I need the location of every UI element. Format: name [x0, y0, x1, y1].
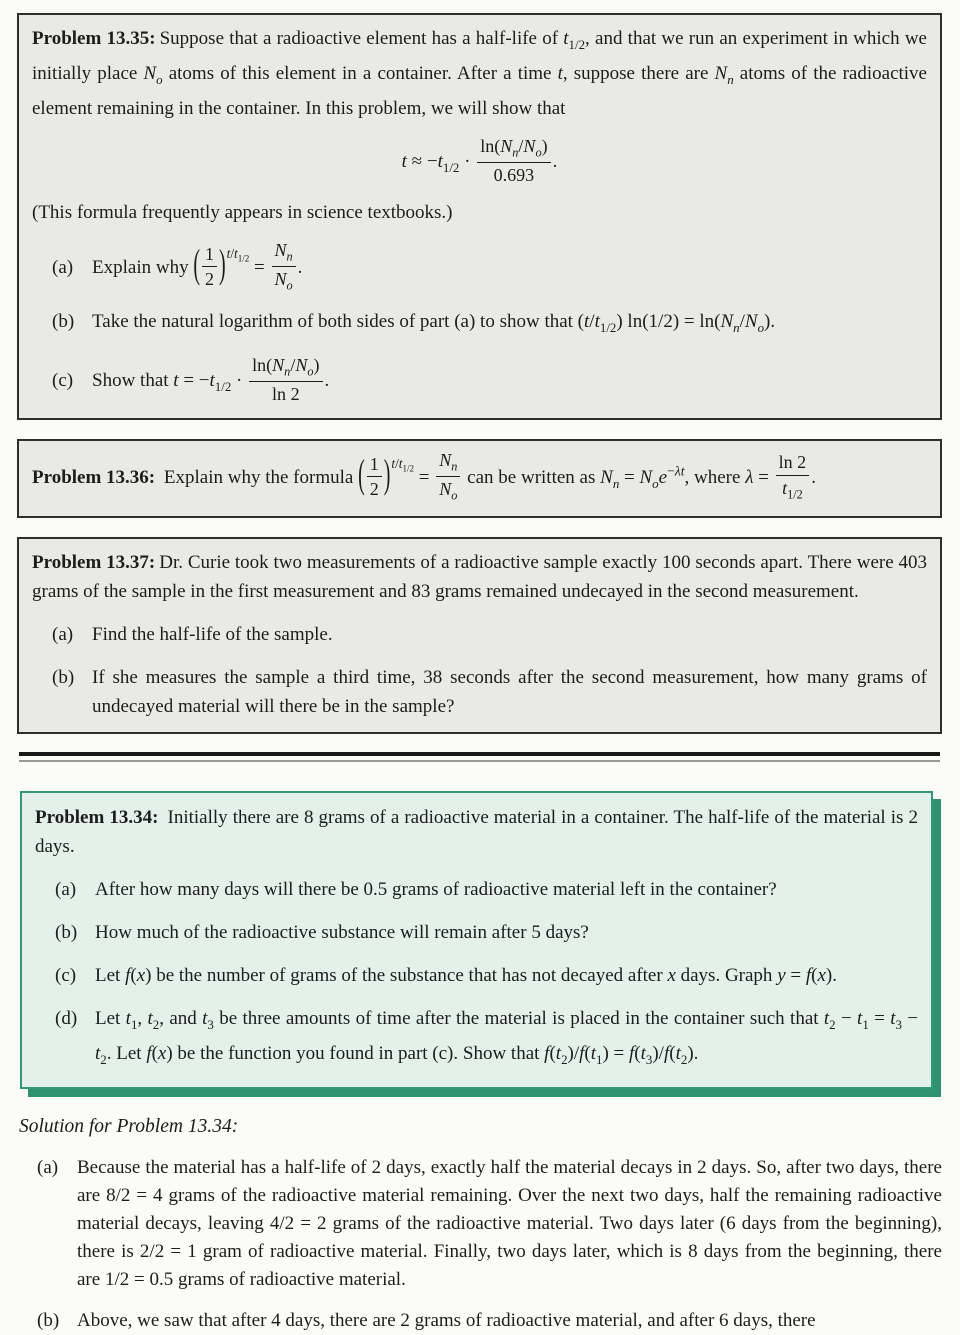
problem-13-35-part-a: [52, 241, 927, 296]
problem-13-34-part-a: [55, 875, 918, 904]
problem-13-37-part-b: [52, 663, 927, 721]
part-text: Because the material has a half-life of 2 days, exactly half the material decays in 2 days. So, after two days, there are 8/2 = 4 grams of the radioactive material remaining. Over the next two days, half the remaining radioactive material decays, leaving 4/2 = 2 grams of the radioactive material. Two days later (6 days from the beginning), there is 2/2 = 1 gram of radioactive material. Finally, two days later, which is 8 days from the beginning, there are 1/2 = 0.5 grams of radioactive material.: [77, 1156, 942, 1290]
close-paren: ): [218, 242, 226, 287]
problem-13-34-statement: Problem 13.34: Initially there are 8 grams of a radioactive material in a container. The half-life of the material is 2 days.: [35, 807, 918, 858]
ln-fraction: $\frac{\ln(N_n/N_o)}{\ln 2}$: [249, 354, 322, 406]
part-text: How much of the radioactive substance will remain after 5 days?: [95, 922, 589, 944]
problem-13-34-part-c: [55, 961, 918, 990]
problem-13-36-statement: Problem 13.36: Explain why the formula ( $\frac{1}{2}$ )$^{t/t_{1/2}}$ = $\frac{N_n}{N_o}$ can be written as $N_n = N_oe^{-\lambda t}$, where λ = $\frac{\ln 2}{t_{1/2}}$ .: [32, 450, 816, 503]
problem-13-36-box: [17, 439, 942, 518]
close-paren: ): [383, 452, 391, 497]
part-text: Show that $t = -t_{1/2}$ · $\frac{\ln(N_n/N_o)}{\ln 2}$ .: [92, 354, 330, 404]
lambda-fraction: $\frac{\ln 2}{t_{1/2}}$: [776, 451, 810, 503]
part-label: (a): [52, 256, 74, 278]
problem-13-35-display-formula: [32, 137, 927, 189]
problem-13-34-part-b: [55, 918, 918, 947]
part-label: (b): [52, 667, 75, 689]
part-text: If she measures the sample a third time, 38 seconds after the second measurement, how many grams of undecayed material will there be in the sample?: [92, 667, 927, 718]
nn-no-fraction: $\frac{N_n}{N_o}$: [272, 239, 296, 294]
one-half-fraction: $\frac{1}{2}$: [202, 243, 217, 291]
problem-13-35-intro: Suppose that a radioactive element has a half-life of $t_{1/2}$, and that we run an experiment in which we initially place $N_o$ atoms of this element in a container. After a time t, suppose there are $N_n$ atoms of the radioactive element remaining in the container. In this problem, we will show that: [32, 28, 927, 119]
part-label: (a): [37, 1156, 59, 1178]
one-half-fraction: $\frac{1}{2}$: [367, 453, 382, 501]
formula-lhs: $t \approx -t_{1/2}$ ·: [401, 150, 476, 175]
solution-part-a: [37, 1154, 942, 1294]
problem-13-34-part-d: [55, 1004, 918, 1074]
problem-13-37-statement: Problem 13.37: Dr. Curie took two measurements of a radioactive sample exactly 100 seconds apart. There were 403 grams of the sample in the first measurement and 83 grams remained undecayed in the second measurement.: [32, 552, 927, 603]
exponent: t/t1/2: [391, 455, 415, 474]
exponent: t/t1/2: [226, 245, 250, 264]
problem-13-35-note: (This formula frequently appears in science textbooks.): [32, 202, 453, 224]
problem-13-34-number: Problem 13.34:: [35, 807, 159, 829]
formula-period: .: [552, 150, 558, 172]
problem-13-35-box: [17, 13, 942, 420]
problem-13-35-number: Problem 13.35:: [32, 28, 156, 49]
problem-13-35-statement: [32, 24, 927, 123]
part-label: (c): [52, 369, 74, 391]
problem-13-37-box: [17, 537, 942, 734]
open-paren: (: [193, 242, 200, 287]
part-text: Take the natural logarithm of both sides of part (a) to show that $(t/t_{1/2}) \ln(1/2) = \ln(N_n/N_o)$.: [92, 311, 776, 335]
part-text: After how many days will there be 0.5 grams of radioactive material left in the container?: [95, 879, 777, 901]
part-label: (c): [55, 965, 77, 987]
problem-13-37-number: Problem 13.37:: [32, 552, 156, 574]
section-divider: [19, 752, 940, 762]
problem-13-35-part-c: [52, 356, 927, 408]
problem-13-37-part-a: [52, 620, 927, 649]
part-label: (b): [55, 922, 78, 944]
problem-13-35-part-b: [52, 307, 927, 342]
part-text: Explain why ( $\frac{1}{2}$ )$^{t/t_{1/2}}$ = $\frac{N_n}{N_o}$ .: [92, 240, 303, 293]
part-label: (d): [55, 1008, 78, 1030]
part-text: Find the half-life of the sample.: [92, 624, 333, 646]
nn-no-fraction: $\frac{N_n}{N_o}$: [436, 449, 460, 504]
part-label: (b): [52, 311, 75, 332]
formula-fraction: $\frac{\ln(N_n/N_o)}{0.693}$: [477, 135, 550, 187]
part-text: Let $t_1$, $t_2$, and $t_3$ be three amounts of time after the material is placed in the container such that $t_2 - t_1 = t_3 - t_2$. Let f(x) be the function you found in part (c). Show that $f(t_2)/f(t_1) = f(t_3)/f(t_2)$.: [95, 1008, 919, 1067]
problem-13-34-box: [20, 791, 933, 1089]
problem-13-36-number: Problem 13.36:: [32, 467, 156, 489]
part-label: (b): [37, 1309, 60, 1331]
part-label: (a): [55, 879, 77, 901]
part-label: (a): [52, 624, 74, 646]
solution-part-b: [37, 1307, 942, 1335]
part-text: Above, we saw that after 4 days, there are 2 grams of radioactive material, and after 6 days, there: [77, 1309, 816, 1331]
open-paren: (: [358, 452, 365, 497]
solution-heading: Solution for Problem 13.34:: [19, 1115, 239, 1137]
part-text: Let f(x) be the number of grams of the substance that has not decayed after x days. Graph y = f(x).: [95, 965, 837, 987]
